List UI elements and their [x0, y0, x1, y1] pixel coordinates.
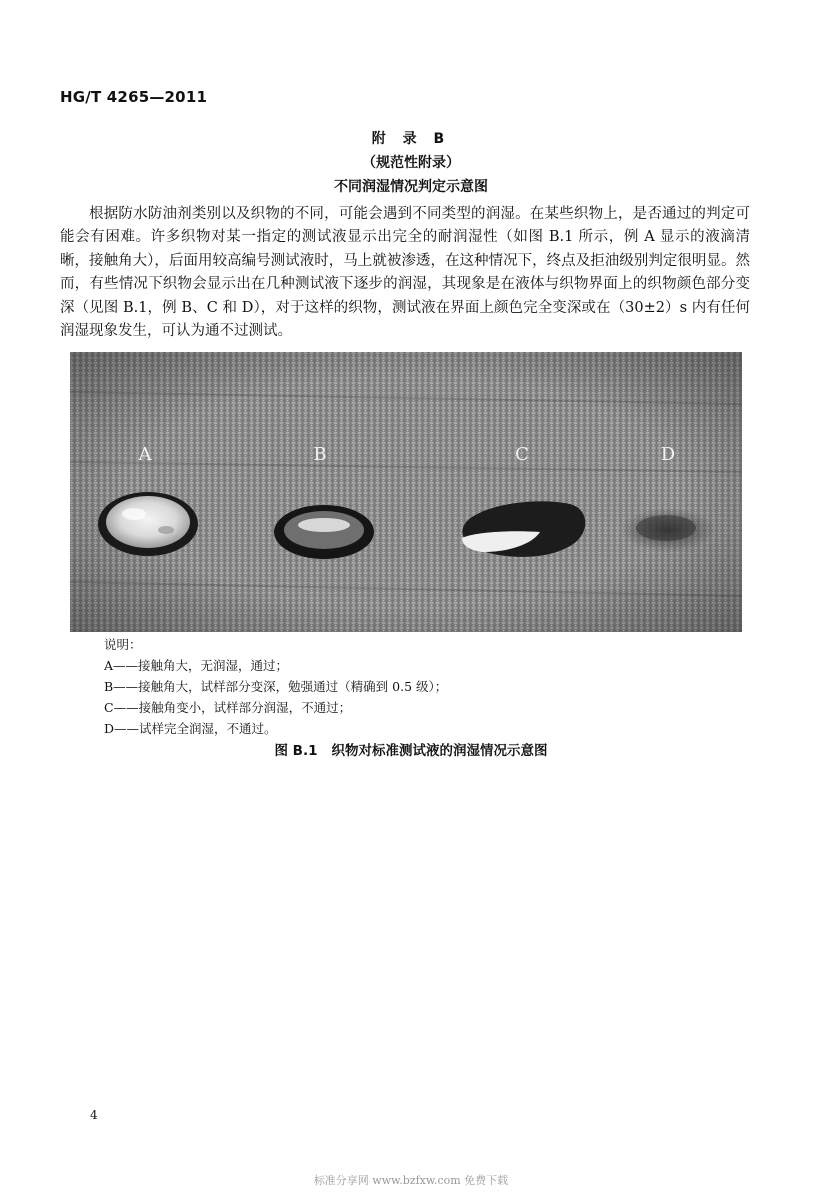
- legend-item-c: C——接触角变小，试样部分润湿，不通过；: [104, 700, 352, 715]
- label-d: D: [660, 444, 676, 465]
- wetting-photo: [70, 352, 742, 632]
- legend-item-d: D——试样完全润湿，不通过。: [104, 721, 277, 736]
- caption-text: 织物对标准测试液的润湿情况示意图: [331, 743, 548, 759]
- label-a: A: [138, 444, 152, 465]
- annex-label: 附 录 B: [371, 131, 451, 147]
- watermark-footer: 标准分享网 www.bzfxw.com 免费下载: [313, 1174, 509, 1187]
- droplet-a: [98, 492, 198, 556]
- annex-title: 不同润湿情况判定示意图: [334, 179, 488, 195]
- stain-d: [620, 508, 716, 552]
- legend-title: 说明：: [104, 637, 142, 652]
- caption-number: 图 B.1: [274, 743, 318, 759]
- figure-legend: [104, 634, 744, 739]
- label-b: B: [313, 444, 327, 465]
- droplet-b: [274, 505, 374, 559]
- page-number: 4: [90, 1108, 98, 1122]
- figure-caption: [0, 739, 822, 759]
- standard-number: HG/T 4265—2011: [60, 88, 208, 106]
- fabric-photo-svg: [70, 352, 742, 632]
- body-paragraph: 根据防水防油剂类别以及织物的不同，可能会遇到不同类型的润湿。在某些织物上，是否通过的判定可能会有困难。许多织物对某一指定的测试液显示出完全的耐润湿性（如图 B.1 所示，例 A 显示的液滴清晰，接触角大），后面用较高编号测试液时，马上就被渗透，在这种情况下，终点及拒油级别判定很明显。然而，有些情况下织物会显示出在几种测试液下逐步的润湿，其现象是在液体与织物界面上的织物颜色部分变深（见图 B.1，例 B、C 和 D），对于这样的织物，测试液在界面上颜色完全变深或在（30±2）s 内有任何润湿现象发生，可认为通不过测试。: [60, 206, 750, 340]
- annex-normative-note: （规范性附录）: [362, 155, 460, 171]
- legend-item-a: A——接触角大，无润湿，通过；: [104, 658, 289, 673]
- legend-item-b: B——接触角大，试样部分变深，勉强通过（精确到 0.5 级）；: [104, 679, 448, 694]
- label-c: C: [515, 444, 529, 465]
